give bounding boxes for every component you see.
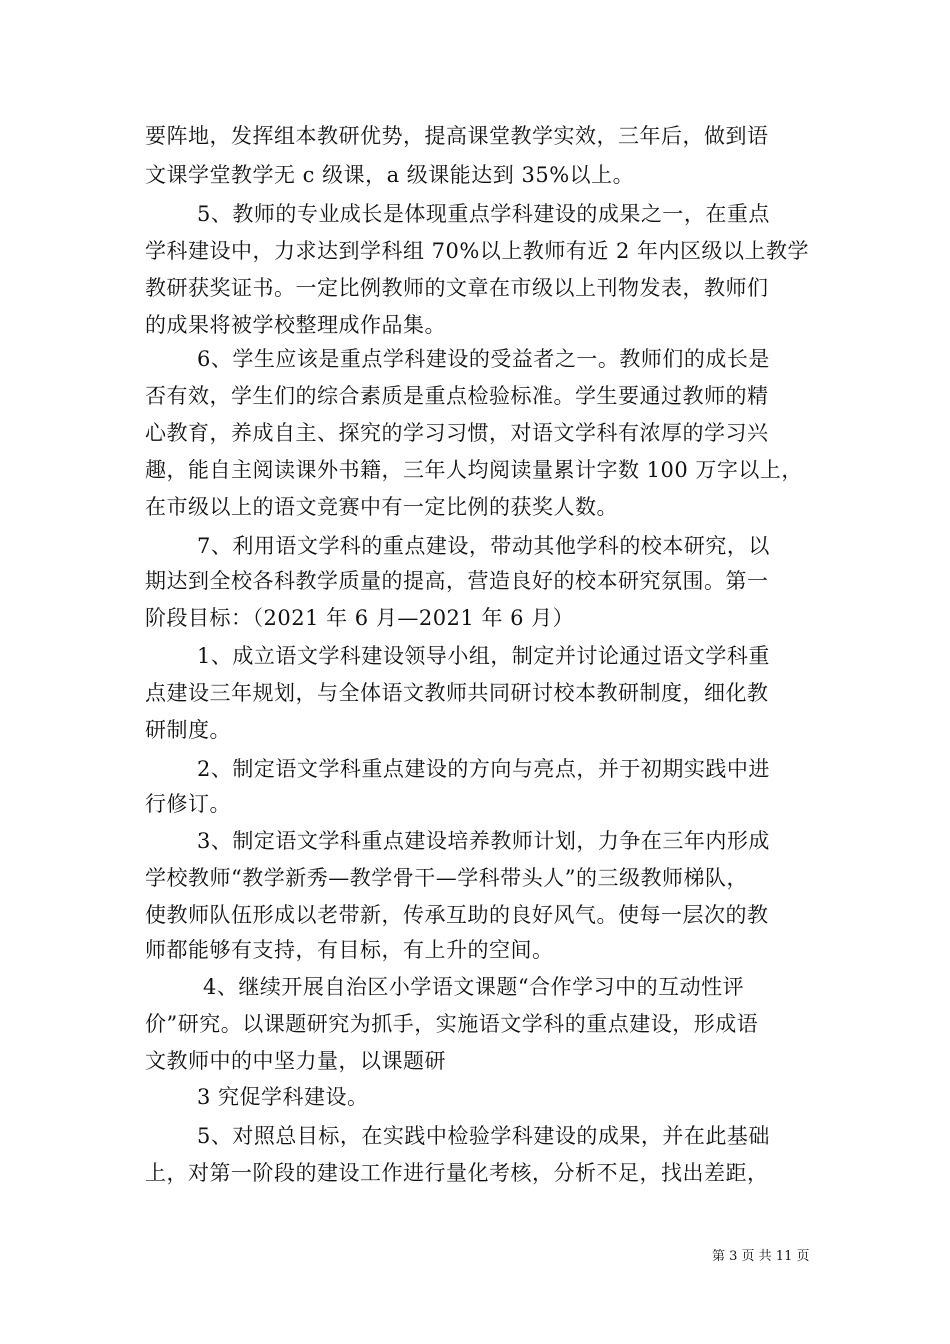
paragraph-line: 否有效，学生们的综合素质是重点检验标准。学生要通过教师的精	[145, 384, 769, 408]
page-number-footer: 第 3 页 共 11 页	[712, 1249, 810, 1264]
paragraph-line: 的成果将被学校整理成作品集。	[145, 313, 446, 337]
paragraph-line: 期达到全校各科教学质量的提高，营造良好的校本研究氛围。第一	[145, 569, 769, 593]
paragraph-line: 5、对照总目标，在实践中检验学科建设的成果，并在此基础	[197, 1124, 770, 1148]
paragraph-line: 6、学生应该是重点学科建设的受益者之一。教师们的成长是	[197, 347, 770, 371]
paragraph-line: 2、制定语文学科重点建设的方向与亮点，并于初期实践中进	[197, 757, 770, 781]
paragraph-line: 行修订。	[145, 792, 231, 816]
paragraph-line: 上，对第一阶段的建设工作进行量化考核，分析不足，找出差距，	[145, 1161, 769, 1185]
paragraph-line: 学校教师“教学新秀—教学骨干—学科带头人”的三级教师梯队，	[145, 866, 748, 890]
paragraph-line: 文教师中的中坚力量，以课题研	[145, 1049, 446, 1073]
paragraph-line: 价”研究。以课题研究为抓手，实施语文学科的重点建设，形成语	[145, 1012, 759, 1036]
paragraph-line: 阶段目标：（2021 年 6 月—2021 年 6 月）	[145, 606, 575, 630]
paragraph-line: 教研获奖证书。一定比例教师的文章在市级以上刊物发表，教师们	[145, 276, 769, 300]
paragraph-line: 在市级以上的语文竞赛中有一定比例的获奖人数。	[145, 495, 618, 519]
paragraph-line: 4、继续开展自治区小学语文课题“合作学习中的互动性评	[203, 975, 745, 999]
paragraph-line: 心教育，养成自主、探究的学习习惯，对语文学科有浓厚的学习兴	[145, 421, 769, 445]
paragraph-line: 1、成立语文学科建设领导小组，制定并讨论通过语文学科重	[197, 644, 770, 668]
paragraph-line: 研制度。	[145, 718, 231, 742]
paragraph-line: 5、教师的专业成长是体现重点学科建设的成果之一，在重点	[197, 202, 770, 226]
paragraph-line: 文课学堂教学无 c 级课，a 级课能达到 35%以上。	[145, 163, 635, 187]
paragraph-line: 要阵地，发挥组本教研优势，提高课堂教学实效，三年后，做到语	[145, 124, 769, 148]
paragraph-line: 点建设三年规划，与全体语文教师共同研讨校本教研制度，细化教	[145, 681, 769, 705]
paragraph-line: 3 究促学科建设。	[197, 1085, 369, 1109]
paragraph-line: 趣，能自主阅读课外书籍，三年人均阅读量累计字数 100 万字以上，	[145, 458, 803, 482]
paragraph-line: 使教师队伍形成以老带新，传承互助的良好风气。使每一层次的教	[145, 903, 769, 927]
paragraph-line: 7、利用语文学科的重点建设，带动其他学科的校本研究，以	[197, 534, 770, 558]
paragraph-line: 学科建设中，力求达到学科组 70%以上教师有近 2 年内区级以上教学	[145, 239, 810, 263]
paragraph-line: 3、制定语文学科重点建设培养教师计划，力争在三年内形成	[197, 829, 770, 853]
paragraph-line: 师都能够有支持，有目标，有上升的空间。	[145, 938, 554, 962]
